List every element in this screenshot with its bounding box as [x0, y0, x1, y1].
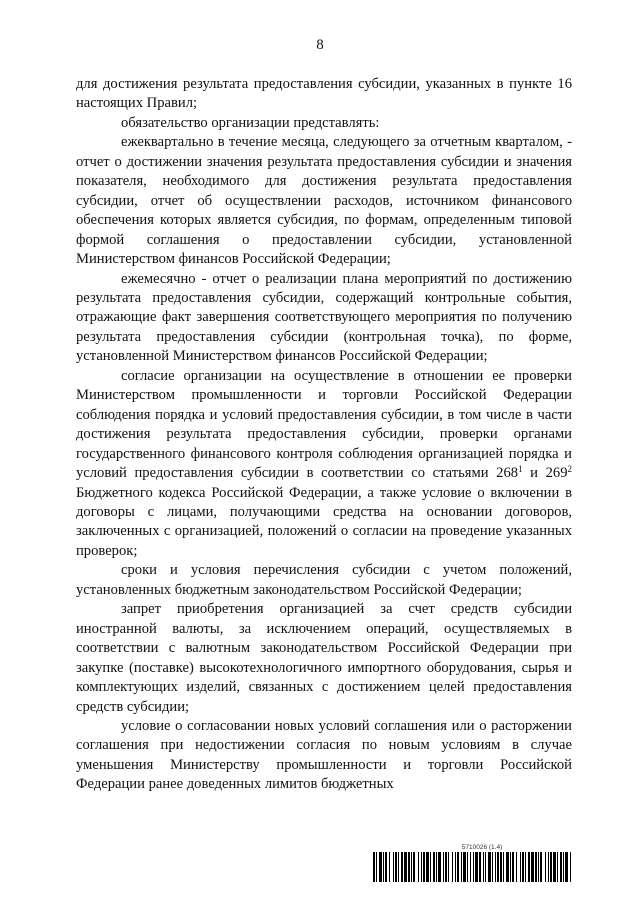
barcode-code: 5710026 (1.4) [461, 844, 503, 851]
barcode-icon [373, 852, 571, 882]
paragraph-3: ежеквартально в течение месяца, следующего за отчетным кварталом, - отчет о достижении значения результата предоставления субсидии и значения показателя, необходимого для достижения результата предоставления субсидии, отчет об осуществлении расходов, источником финансового обеспечения которых является субсидия, по формам, определенным типовой формой соглашения о предоставлении субсидии, установленной Министерством финансов Российской Федерации; [76, 134, 572, 268]
paragraph-2: обязательство организации представлять: [121, 114, 380, 131]
document-stamp [373, 844, 571, 882]
document-body [76, 75, 572, 795]
paragraph-5 [76, 367, 572, 562]
footnote-superscript-1: 1 [518, 464, 523, 475]
page-number: 8 [316, 37, 324, 53]
paragraph-5-part-b: и 269 [522, 465, 568, 482]
paragraph-8: условие о согласовании новых условий соглашения или о расторжении соглашения при недостижении согласия по новым условиям в случае уменьшения Министерству промышленности и торговли Российской Федерации ранее доведенных лимитов бюджетных [76, 717, 572, 793]
paragraph-7: запрет приобретения организацией за счет средств субсидии иностранной валюты, за исключением операций, осуществляемых в соответствии с валютным законодательством Российской Федерации при закупке (поставке) высокотехнологичного импортного оборудования, сырья и комплектующих изделий, связанных с достижением целей предоставления средств субсидии; [76, 601, 572, 715]
paragraph-5-part-a: согласие организации на осуществление в отношении ее проверки Министерством промышленности и торговли Российской Федерации соблюдения порядка и условий предоставления субсидии, в том числе в части достижения результата предоставления субсидии, проверки органами государственного финансового контроля соблюдения организацией порядка и условий предоставления субсидии в соответствии со статьями 268 [76, 367, 572, 482]
paragraph-1: для достижения результата предоставления субсидии, указанных в пункте 16 настоящих Правил; [76, 76, 572, 112]
paragraph-6: сроки и условия перечисления субсидии с учетом положений, установленных бюджетным законодательством Российской Федерации; [76, 562, 572, 598]
footnote-superscript-2: 2 [567, 464, 572, 475]
paragraph-4: ежемесячно - отчет о реализации плана мероприятий по достижению результата предоставления субсидии, содержащий контрольные события, отражающие факт завершения соответствующего мероприятия по получению результата предоставления субсидии (контрольная точка), по форме, установленной Министерством финансов Российской Федерации; [76, 270, 572, 365]
paragraph-5-part-c: Бюджетного кодекса Российской Федерации, а также условие о включении в договоры с лицами, получающими средства на основании договоров, заключенных с организацией, положений о согласии на проведение указанных проверок; [76, 484, 572, 559]
